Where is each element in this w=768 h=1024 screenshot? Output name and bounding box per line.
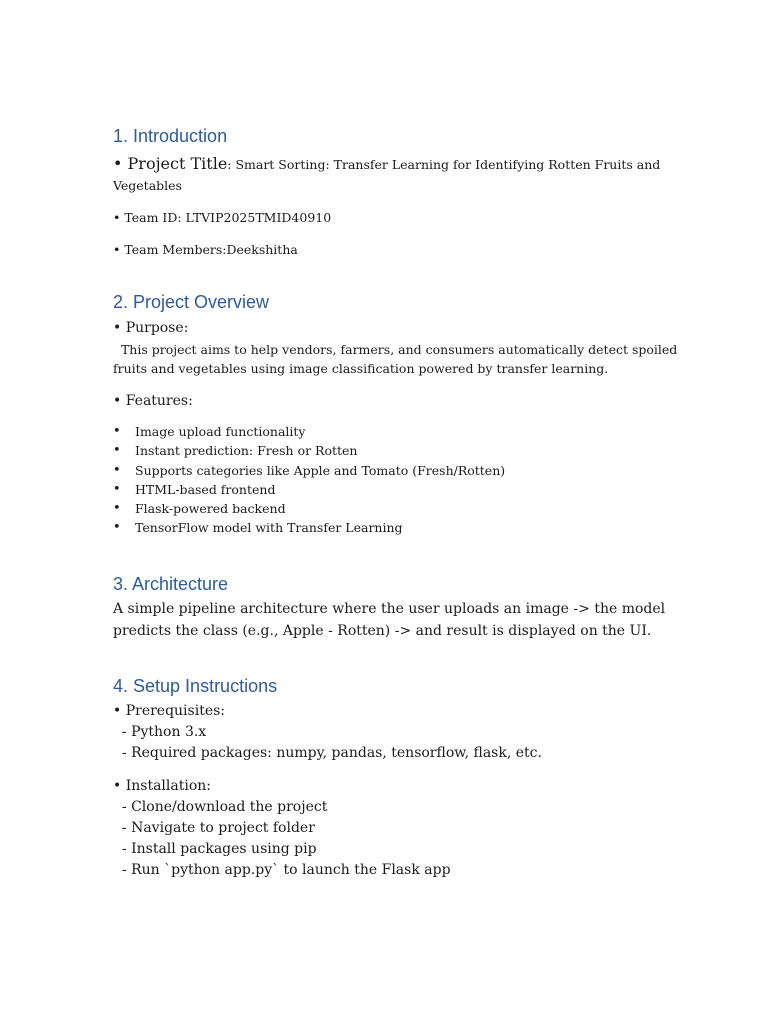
list-item: • TensorFlow model with Transfer Learning <box>113 520 403 536</box>
section-heading-setup-instructions: 4. Setup Instructions <box>113 676 278 696</box>
installation-item: - Clone/download the project <box>113 799 328 815</box>
list-item: • Supports categories like Apple and Tomato (Fresh/Rotten) <box>113 462 506 478</box>
architecture-text-line-2: predicts the class (e.g., Apple - Rotten) -> and result is displayed on the UI. <box>113 623 652 639</box>
installation-item: - Install packages using pip <box>113 841 317 857</box>
list-item: • Instant prediction: Fresh or Rotten <box>113 443 358 459</box>
team-members: • Team Members:Deekshitha <box>113 242 298 257</box>
installation-item: - Run `python app.py` to launch the Flask app <box>113 862 451 878</box>
features-label: • Features: <box>113 393 193 409</box>
features-list <box>113 424 653 540</box>
list-item: • Flask-powered backend <box>113 501 286 517</box>
bullet-icon: • <box>113 501 121 517</box>
prerequisites-label: • Prerequisites: <box>113 703 226 719</box>
list-item: • HTML-based frontend <box>113 481 276 497</box>
project-title-label: • Project Title <box>113 154 228 173</box>
bullet-icon: • <box>113 424 121 439</box>
section-heading-architecture: 3. Architecture <box>113 574 229 594</box>
section-heading-project-overview: 2. Project Overview <box>113 292 270 312</box>
bullet-icon: • <box>113 481 121 497</box>
project-title-value: : Smart Sorting: Transfer Learning for Identifying Rotten Fruits and <box>227 157 661 172</box>
list-item: • Image upload functionality <box>113 424 306 439</box>
bullet-icon: • <box>113 520 121 536</box>
project-title-line <box>113 154 660 173</box>
team-id: • Team ID: LTVIP2025TMID40910 <box>113 210 332 225</box>
project-title-wrap: Vegetables <box>113 178 182 193</box>
purpose-text-line-2: fruits and vegetables using image classification powered by transfer learning. <box>113 361 609 376</box>
prerequisite-item: - Python 3.x <box>113 724 207 740</box>
bullet-icon: • <box>113 443 121 459</box>
prerequisite-item: - Required packages: numpy, pandas, tensorflow, flask, etc. <box>113 745 542 761</box>
architecture-text-line-1: A simple pipeline architecture where the user uploads an image -> the model <box>113 601 666 617</box>
installation-item: - Navigate to project folder <box>113 820 315 836</box>
bullet-icon: • <box>113 462 121 478</box>
purpose-label: • Purpose: <box>113 320 189 336</box>
section-heading-introduction: 1. Introduction <box>113 126 228 146</box>
purpose-text-line-1: This project aims to help vendors, farmers, and consumers automatically detect spoiled <box>113 342 678 357</box>
installation-label: • Installation: <box>113 778 211 794</box>
